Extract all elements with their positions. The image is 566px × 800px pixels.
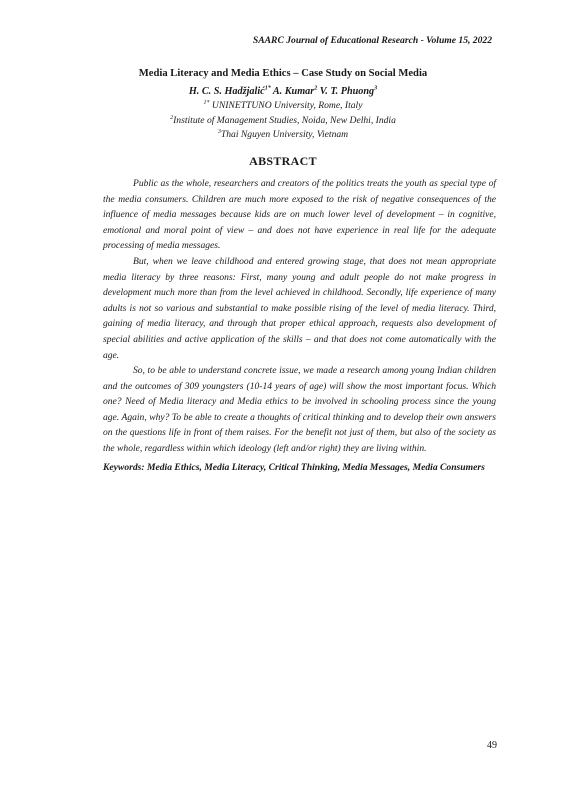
author-sup: 3 xyxy=(374,85,378,92)
author-sup: 1* xyxy=(264,85,271,92)
paper-title: Media Literacy and Media Ethics – Case Study on Social Media xyxy=(138,68,428,79)
affiliation-text: Thai Nguyen University, Vietnam xyxy=(220,129,349,140)
affiliation-sup: 1* xyxy=(203,99,210,106)
author-name: A. Kumar xyxy=(272,86,315,97)
abstract-paragraph-2: But, when we leave childhood and entered growing stage, that does not mean appropriate media literacy by three reasons: First, many young and adult people do not make progress in development much more than from the level achieved in childhood. Secondly, life experience of many adults is not so various and substantial to make possible rising of the level of media literacy. Third, gaining of media literacy, and through that proper ethical approach, requests also development of special abilities and active application of the skills – and that does not come automatically with the age. xyxy=(103,256,496,361)
abstract-paragraph-1: Public as the whole, researchers and creators of the politics treats the youth as special type of the media consumers. Children are much more exposed to the risk of negative consequences of the influence of media messages because kids are on much lower level of development – in cognitive, emotional and moral point of view – and does not have experience in real life for the adequate processing of media messages. xyxy=(103,178,496,252)
author-name: H. C. S. Hadžjalić xyxy=(188,86,265,97)
affiliation-1 xyxy=(0,100,566,111)
running-header: SAARC Journal of Educational Research - Volume 15, 2022 xyxy=(252,35,492,46)
affiliation-2 xyxy=(0,115,566,126)
affiliation-sup: 3 xyxy=(217,128,221,135)
affiliation-sup: 2 xyxy=(170,114,174,121)
affiliation-3 xyxy=(0,129,566,140)
author-sup: 2 xyxy=(314,85,318,92)
abstract-paragraph-3: So, to be able to understand concrete issue, we made a research among young Indian children and the outcomes of 309 youngsters (10-14 years of age) will show the most important focus. Which one? Need of Media literacy and Media ethics to be involved in schooling process since the young age. Again, why? To be able to create a thoughts of critical thinking and to develop their own answers on the questions life in front of them raises. For the benefit not just of them, but also of the society as the whole, regardless within which ideology (left and/or right) they are living within. xyxy=(103,365,496,454)
abstract-heading: ABSTRACT xyxy=(249,154,317,168)
affiliation-text: UNINETTUNO University, Rome, Italy xyxy=(209,100,363,111)
page-number: 49 xyxy=(487,740,497,751)
author-name: V. T. Phuong xyxy=(319,86,375,97)
keywords: Keywords: Media Ethics, Media Literacy, Critical Thinking, Media Messages, Media Consumers xyxy=(103,462,485,473)
author-line xyxy=(0,86,566,97)
affiliation-text: Institute of Management Studies, Noida, New Delhi, India xyxy=(173,115,396,126)
